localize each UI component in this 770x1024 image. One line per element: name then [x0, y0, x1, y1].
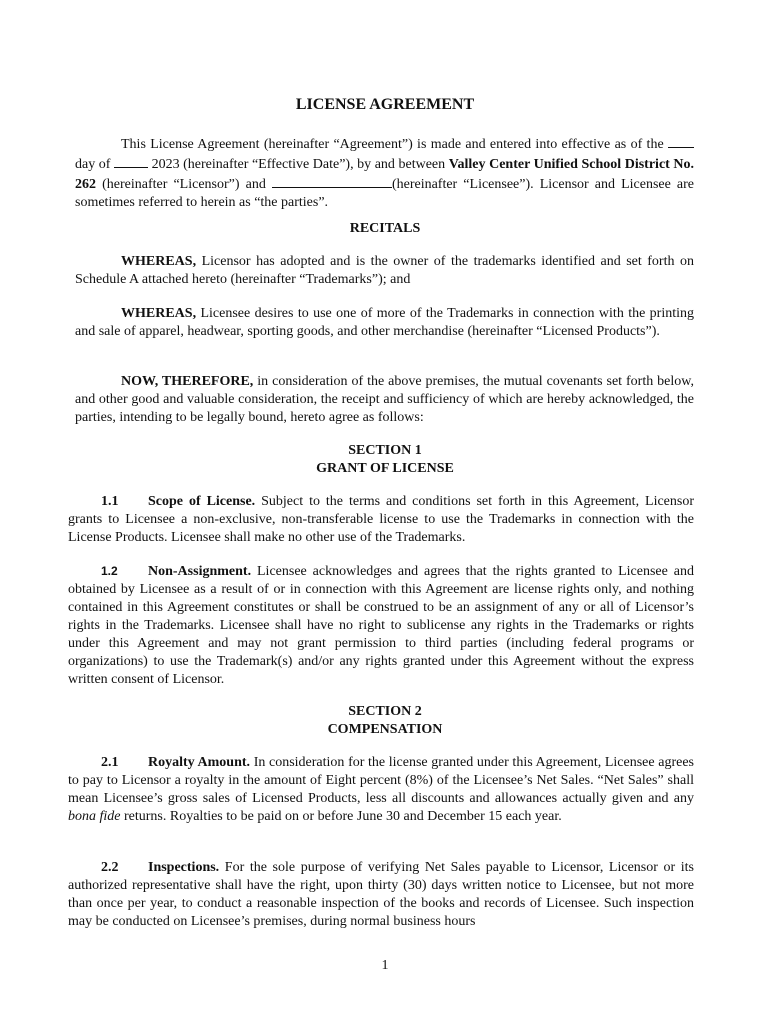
page-number: 1 [381, 958, 389, 973]
clause-2-2-title: Inspections. [148, 860, 220, 875]
section-1-heading: SECTION 1 [348, 443, 422, 458]
licensee-blank [272, 174, 392, 188]
whereas-2-lead: WHEREAS, [121, 306, 197, 321]
whereas-1-text: Licensor has adopted and is the owner of the trademarks identified and set forth on Schedule A attached hereto (hereinafter “Trademarks”); and [75, 254, 694, 287]
clause-1-1-text: Subject to the terms and conditions set forth in this Agreement, Licensor grants to Licensee a non-exclusive, non-transferable license to use the Trademarks in connection with the License Products. Licensee shall make no other use of the Trademarks. [68, 494, 695, 545]
clause-1-1 [68, 493, 694, 547]
intro-text-3: 2023 (hereinafter “Effective Date”), by and between [151, 157, 446, 172]
month-blank [114, 154, 148, 168]
intro-paragraph [75, 134, 694, 212]
intro-text-1: This License Agreement (hereinafter “Agreement”) is made and entered into effective as of the [121, 137, 664, 152]
clause-2-2 [68, 859, 694, 931]
clause-1-2-number: 1.2 [101, 564, 118, 578]
clause-2-1-text-a: In consideration for the license granted under this Agreement, Licensee agrees to pay to Licensor a royalty in the amount of Eight percent (8%) of the Licensee’s Net Sales. “Net Sales” shall mean Licensee’s gross sales of Licensed Products, less all discounts and allowances actually given and any [68, 755, 695, 806]
clause-2-1-title: Royalty Amount. [148, 755, 251, 770]
whereas-2-paragraph [75, 305, 694, 341]
document-title: LICENSE AGREEMENT [295, 96, 475, 113]
now-therefore-paragraph [75, 373, 694, 427]
section-1-subheading: GRANT OF LICENSE [316, 461, 454, 476]
clause-1-1-number: 1.1 [101, 494, 119, 509]
whereas-1-paragraph [75, 253, 694, 289]
clause-2-2-text: For the sole purpose of verifying Net Sales payable to Licensor, Licensor or its authorized representative shall have the right, upon thirty (30) days written notice to Licensee, but not more than once per year, to conduct a reasonable inspection of the books and records of Licensee. Such inspection may be conducted on Licensee’s premises, during normal business hours [68, 860, 694, 929]
recitals-heading: RECITALS [349, 221, 421, 236]
clause-2-2-number: 2.2 [101, 860, 119, 875]
licensor-name: Valley Center Unified School District No. 262 [75, 157, 694, 192]
whereas-2-text: Licensee desires to use one of more of the Trademarks in connection with the printing and sale of apparel, headwear, sporting goods, and other merchandise (hereinafter “Licensed Products”). [75, 306, 694, 339]
clause-2-1-italic: bona fide [68, 809, 121, 824]
day-blank [668, 134, 694, 148]
clause-1-2-text: Licensee acknowledges and agrees that the rights granted to Licensee and obtained by Licensee as a result of or in connection with this Agreement are license rights only, and nothing contained in this Agreement constitutes or shall be construed to be an assignment of any or all of Licensor’s rights in the Trademarks. Licensee shall have no right to sublicense any rights in the Trademarks or rights under this Agreement and may not grant permission to third parties (including federal programs or organizations) to use the Trademark(s) and/or any rights granted under this Agreement without the express written consent of Licensor. [68, 564, 694, 687]
now-therefore-text: in consideration of the above premises, the mutual covenants set forth below, and other good and valuable consideration, the receipt and sufficiency of which are hereby acknowledged, the parties, intending to be legally bound, hereto agree as follows: [75, 374, 694, 425]
section-2-heading: SECTION 2 [348, 704, 422, 719]
clause-2-1-text-b: returns. Royalties to be paid on or before June 30 and December 15 each year. [124, 809, 562, 824]
intro-text-2: day of [75, 157, 111, 172]
whereas-1-lead: WHEREAS, [121, 254, 197, 269]
intro-text-4: (hereinafter “Licensor”) and [102, 177, 266, 192]
now-therefore-lead: NOW, THEREFORE, [121, 374, 254, 389]
clause-1-2 [68, 562, 694, 689]
clause-2-1 [68, 754, 694, 826]
clause-2-1-number: 2.1 [101, 755, 119, 770]
clause-1-1-title: Scope of License. [148, 494, 256, 509]
intro-text-5: (hereinafter “Licensee”). Licensor and Licensee are sometimes referred to herein as “the parties”. [75, 177, 695, 210]
clause-1-2-title: Non-Assignment. [148, 564, 252, 579]
section-2-subheading: COMPENSATION [327, 722, 443, 737]
